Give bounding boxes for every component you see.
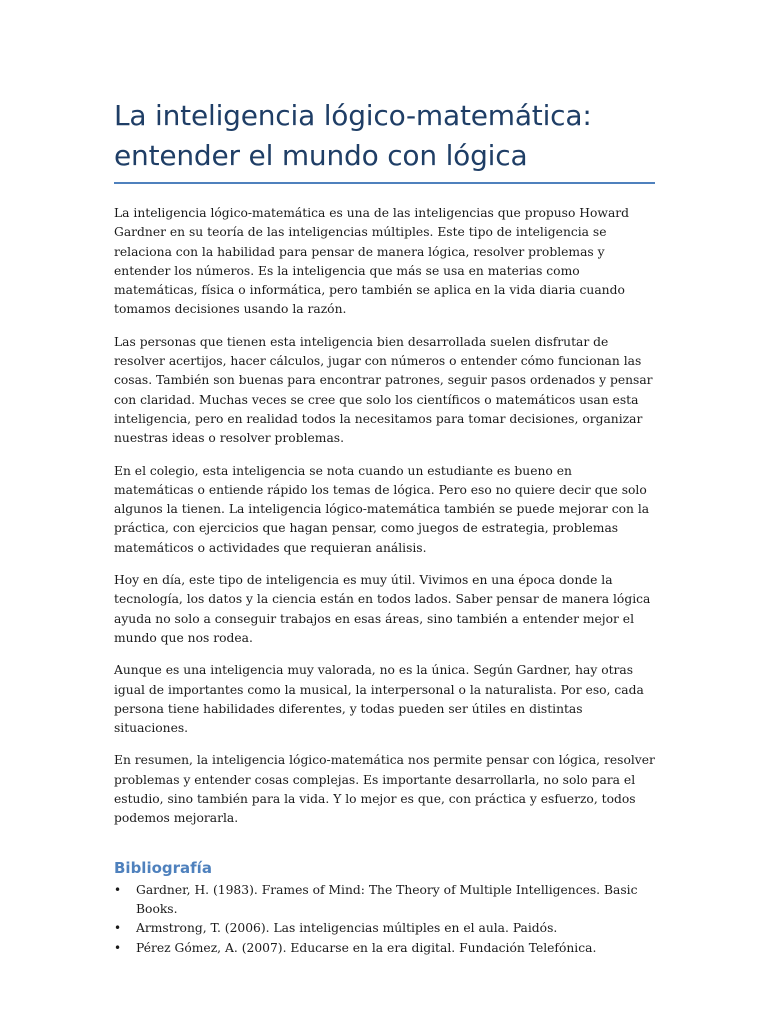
bibliography-item	[114, 919, 655, 938]
document-title: La inteligencia lógico-matemática: entender el mundo con lógica	[114, 99, 592, 172]
paragraph-4: Hoy en día, este tipo de inteligencia es muy útil. Vivimos en una época donde la tecnología, los datos y la ciencia están en todos lados. Saber pensar de manera lógica ayuda no solo a conseguir trabajos en esas áreas, sino también a entender mejor el mundo que nos rodea.	[114, 573, 651, 645]
paragraph-1: La inteligencia lógico-matemática es una de las inteligencias que propuso Howard Gardner en su teoría de las inteligencias múltiples. Este tipo de inteligencia se relaciona con la habilidad para pensar de manera lógica, resolver problemas y entender los números. Es la inteligencia que más se usa en materias como matemáticas, física o informática, pero también se aplica en la vida diaria cuando tomamos decisiones usando la razón.	[114, 206, 630, 317]
bullet-icon: •	[114, 921, 122, 936]
bibliography-item	[114, 881, 655, 920]
bibliography-item	[114, 939, 655, 958]
paragraph-2: Las personas que tienen esta inteligencia bien desarrollada suelen disfrutar de resolver acertijos, hacer cálculos, jugar con números o entender cómo funcionan las cosas. También son buenas para encontrar patrones, seguir pasos ordenados y pensar con claridad. Muchas veces se cree que solo los científicos o matemáticos usan esta inteligencia, pero en realidad todos la necesitamos para tomar decisiones, organizar nuestras ideas o resolver problemas.	[114, 334, 653, 446]
bibliography-item-text: Gardner, H. (1983). Frames of Mind: The Theory of Multiple Intelligences. Basic Books.	[136, 882, 638, 916]
title-underline	[114, 182, 655, 184]
bullet-icon: •	[114, 882, 122, 897]
bibliography-list	[114, 881, 655, 958]
bibliography-item-text: Armstrong, T. (2006). Las inteligencias múltiples en el aula. Paidós.	[136, 921, 558, 936]
bullet-icon: •	[114, 940, 122, 955]
paragraph-6: En resumen, la inteligencia lógico-matemática nos permite pensar con lógica, resolver problemas y entender cosas complejas. Es importante desarrollarla, no solo para el estudio, sino también para la vida. Y lo mejor es que, con práctica y esfuerzo, todos podemos mejorarla.	[114, 753, 655, 826]
bibliography-item-text: Pérez Gómez, A. (2007). Educarse en la era digital. Fundación Telefónica.	[136, 940, 597, 955]
document-page	[114, 96, 655, 958]
paragraph-5: Aunque es una inteligencia muy valorada, no es la única. Según Gardner, hay otras igual de importantes como la musical, la interpersonal o la naturalista. Por eso, cada persona tiene habilidades diferentes, y todas pueden ser útiles en distintas situaciones.	[114, 663, 644, 736]
paragraph-3: En el colegio, esta inteligencia se nota cuando un estudiante es bueno en matemáticas o entiende rápido los temas de lógica. Pero eso no quiere decir que solo algunos la tienen. La inteligencia lógico-matemática también se puede mejorar con la práctica, con ejercicios que hagan pensar, como juegos de estrategia, problemas matemáticos o actividades que requieran análisis.	[114, 463, 650, 555]
bibliography-heading: Bibliografía	[114, 858, 212, 877]
